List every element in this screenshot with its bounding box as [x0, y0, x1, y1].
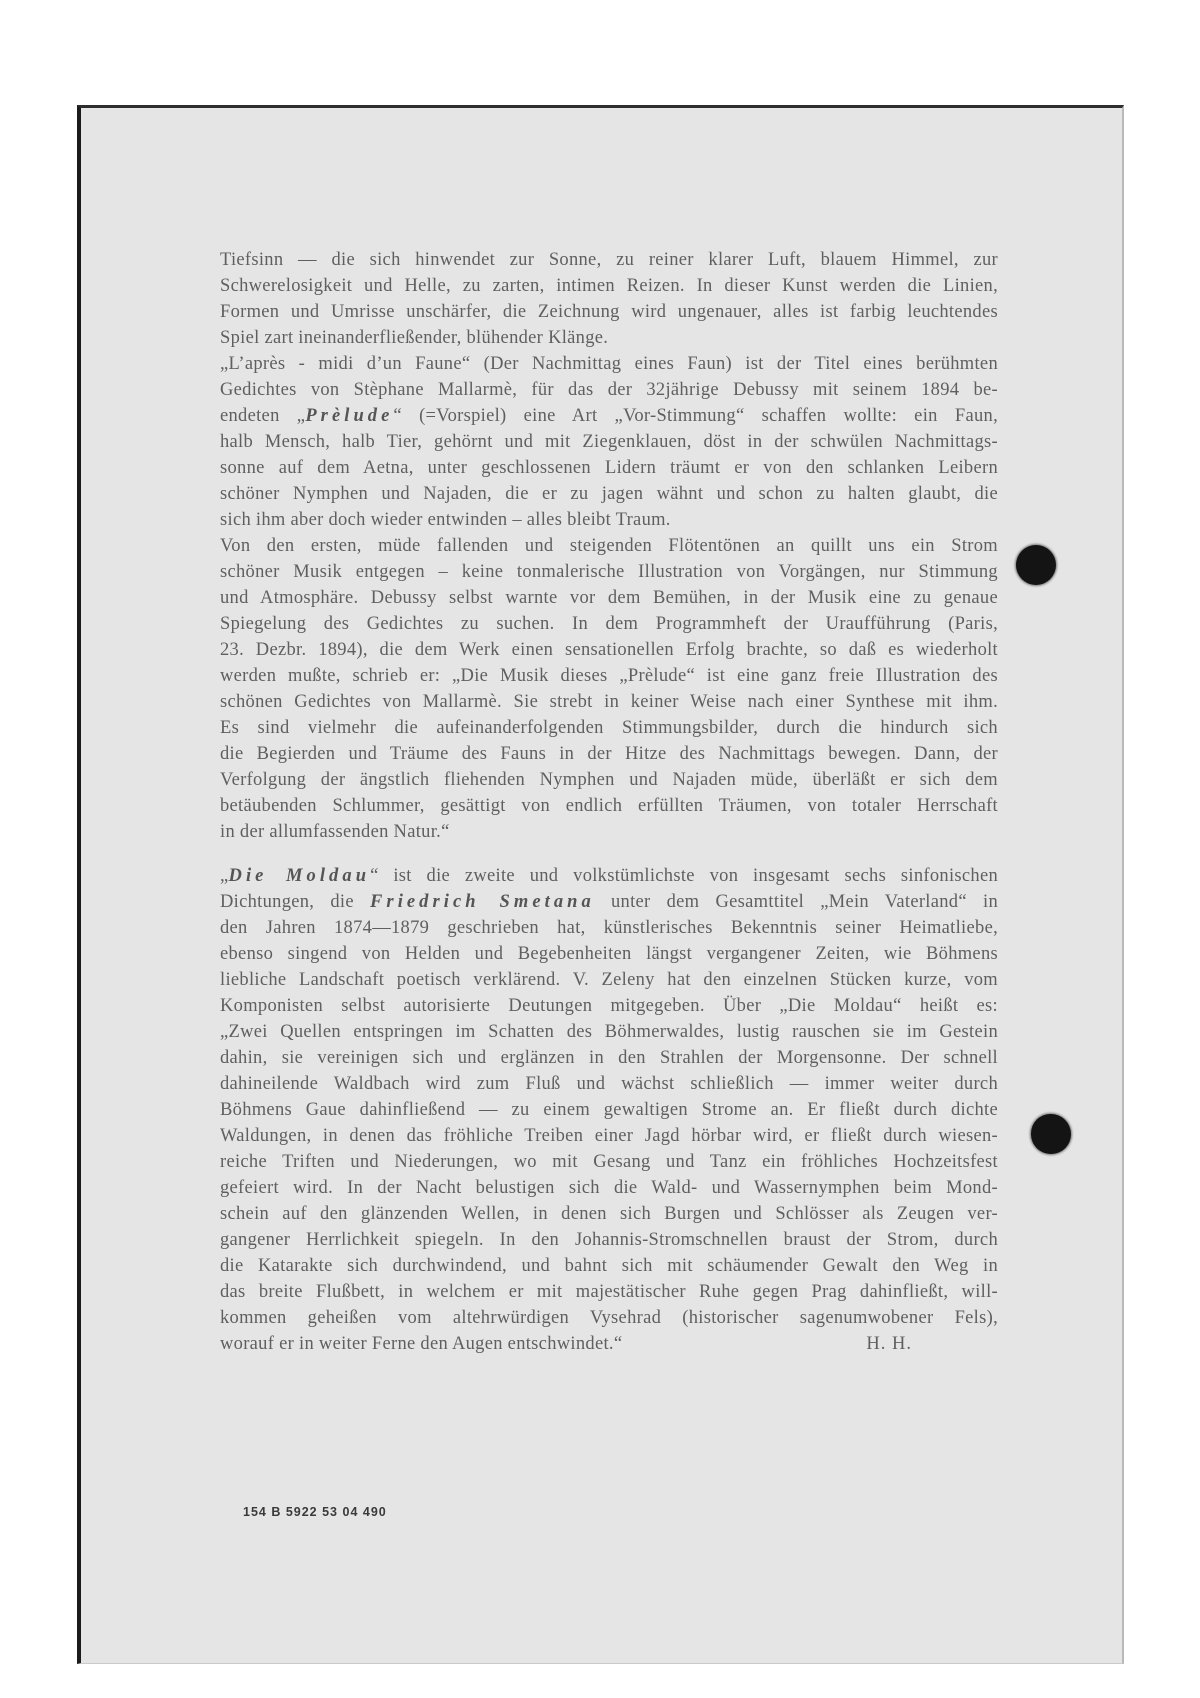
text-line: schönen Gedichtes von Mallarmè. Sie strebt in keiner Weise nach einer Synthese mit ihm.	[220, 692, 998, 712]
text-run: „	[220, 866, 229, 886]
text-line: Spiegelung des Gedichtes zu suchen. In dem Programmheft der Uraufführung (Paris,	[220, 614, 998, 634]
text-line: Komponisten selbst autorisierte Deutungen mitgegeben. Über „Die Moldau“ heißt es:	[220, 996, 998, 1016]
text-line: liebliche Landschaft poetisch verklärend. V. Zeleny hat den einzelnen Stücken kurze, vom	[220, 970, 998, 990]
text-line: Tiefsinn — die sich hinwendet zur Sonne, zu reiner klarer Luft, blauem Himmel, zur	[220, 250, 998, 270]
text-section	[220, 247, 998, 845]
paragraph	[220, 351, 998, 533]
text-line: dahin, sie vereinigen sich und erglänzen in den Strahlen der Morgensonne. Der schnell	[220, 1048, 998, 1068]
text-line: gefeiert wird. In der Nacht belustigen sich die Wald- und Wassernymphen beim Mond-	[220, 1178, 998, 1198]
text-line: schöner Nymphen und Najaden, die er zu jagen wähnt und schon zu halten glaubt, die	[220, 484, 998, 504]
text-line: „L’après - midi d’un Faune“ (Der Nachmittag eines Faun) ist der Titel eines berühmten	[220, 354, 998, 374]
text-line: 23. Dezbr. 1894), die dem Werk einen sensationellen Erfolg brachte, so daß es wiederholt	[220, 640, 998, 660]
text-line	[220, 403, 998, 429]
text-line: sich ihm aber doch wieder entwinden – alles bleibt Traum.	[220, 510, 671, 530]
text-line: Waldungen, in denen das fröhliche Treiben einer Jagd hörbar wird, er fließt durch wiesen-	[220, 1126, 998, 1146]
text-line: den Jahren 1874—1879 geschrieben hat, künstlerisches Bekenntnis seiner Heimatliebe,	[220, 918, 998, 938]
text-line: dahineilende Waldbach wird zum Fluß und wächst schließlich — immer weiter durch	[220, 1074, 998, 1094]
text-line: die Begierden und Träume des Fauns in der Hitze des Nachmittags bewegen. Dann, der	[220, 744, 998, 764]
print-code: 154 B 5922 53 04 490	[243, 1505, 387, 1519]
text-line: das breite Flußbett, in welchem er mit majestätischer Ruhe gegen Prag dahinfließt, will-	[220, 1282, 998, 1302]
text-line: Formen und Umrisse unschärfer, die Zeichnung wird ungenauer, alles ist farbig leuchtendes	[220, 302, 998, 322]
text-line: kommen geheißen vom altehrwürdigen Vysehrad (historischer sagenumwobener Fels),	[220, 1308, 998, 1328]
text-line: Verfolgung der ängstlich fliehenden Nymphen und Najaden müde, überläßt er sich dem	[220, 770, 998, 790]
text-run: unter dem Gesamttitel „Mein Vaterland“ in	[594, 892, 998, 912]
text-line: schöner Musik entgegen – keine tonmalerische Illustration von Vorgängen, nur Stimmung	[220, 562, 998, 582]
emphasized-text: Die Moldau	[228, 866, 371, 886]
punch-hole	[1016, 545, 1056, 585]
text-line: die Katarakte sich durchwindend, und bahnt sich mit schäumender Gewalt den Weg in	[220, 1256, 998, 1276]
text-line: sonne auf dem Aetna, unter geschlossenen Lidern träumt er von den schlanken Leibern	[220, 458, 998, 478]
text-line: in der allumfassenden Natur.“	[220, 822, 450, 842]
text-line: Schwerelosigkeit und Helle, zu zarten, intimen Reizen. In dieser Kunst werden die Linien,	[220, 276, 998, 296]
text-line: Es sind vielmehr die aufeinanderfolgenden Stimmungsbilder, durch die hindurch sich	[220, 718, 998, 738]
text-line	[220, 889, 998, 915]
text-line: reiche Triften und Niederungen, wo mit Gesang und Tanz ein fröhliches Hochzeitsfest	[220, 1152, 998, 1172]
text-line: werden mußte, schrieb er: „Die Musik dieses „Prèlude“ ist eine ganz freie Illustration des	[220, 666, 998, 686]
text-line: gangener Herrlichkeit spiegeln. In den Johannis-Stromschnellen braust der Strom, durch	[220, 1230, 998, 1250]
paragraph	[220, 247, 998, 351]
text-line: betäubenden Schlummer, gesättigt von endlich erfüllten Träumen, von totaler Herrschaft	[220, 796, 998, 816]
text-line: Böhmens Gaue dahinfließend — zu einem gewaltigen Strome an. Er fließt durch dichte	[220, 1100, 998, 1120]
emphasized-text: Prèlude	[305, 406, 394, 426]
text-run: Dichtungen, die	[220, 892, 371, 912]
punch-hole	[1031, 1114, 1071, 1154]
text-run: endeten „	[220, 406, 306, 426]
body-text	[220, 247, 998, 1357]
author-initials: H. H.	[866, 1334, 912, 1354]
paragraph	[220, 863, 998, 1357]
text-line: Spiel zart ineinanderfließender, blühender Klänge.	[220, 328, 609, 348]
text-line: schein auf den glänzenden Wellen, in denen sich Burgen und Schlösser als Zeugen ver-	[220, 1204, 998, 1224]
text-section	[220, 863, 998, 1357]
text-run: “ ist die zweite und volkstümlichste von insgesamt sechs sinfonischen	[370, 866, 998, 886]
paragraph	[220, 533, 998, 845]
text-line: ebenso singend von Helden und Begebenheiten längst vergangener Zeiten, wie Böhmens	[220, 944, 998, 964]
text-line: Gedichtes von Stèphane Mallarmè, für das der 32jährige Debussy mit seinem 1894 be-	[220, 380, 998, 400]
text-line: und Atmosphäre. Debussy selbst warnte vor dem Bemühen, in der Musik eine zu genaue	[220, 588, 998, 608]
text-line: „Zwei Quellen entspringen im Schatten des Böhmerwaldes, lustig rauschen sie im Gestein	[220, 1022, 998, 1042]
text-line: halb Mensch, halb Tier, gehörnt und mit Ziegenklauen, döst in der schwülen Nachmittags-	[220, 432, 998, 452]
emphasized-text: Friedrich Smetana	[370, 892, 595, 912]
text-run: “ (=Vorspiel) eine Art „Vor-Stimmung“ schaffen wollte: ein Faun,	[393, 406, 998, 426]
text-line	[220, 863, 998, 889]
text-line: worauf er in weiter Ferne den Augen entschwindet.“	[220, 1334, 623, 1354]
text-line: Von den ersten, müde fallenden und steigenden Flötentönen an quillt uns ein Strom	[220, 536, 998, 556]
